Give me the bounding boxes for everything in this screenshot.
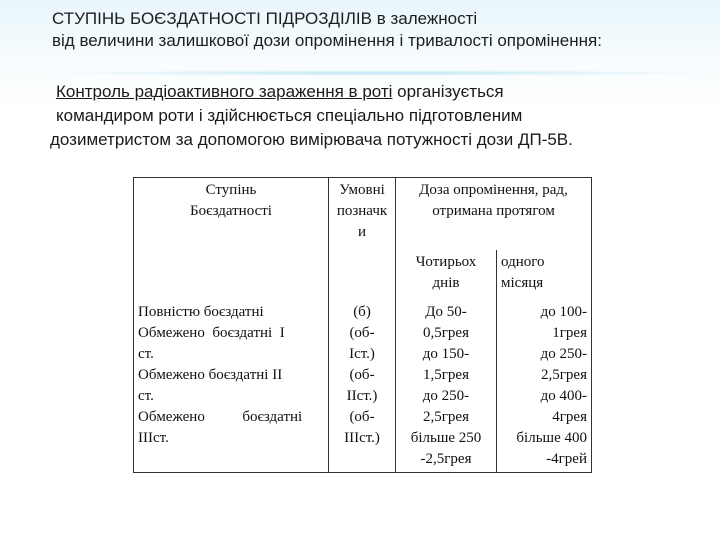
dose-4days-cell: До 50- 0,5грея до 150- 1,5грея до 250- 2,5грея більше 250 -2,5грея — [396, 300, 497, 473]
period-symbol-empty — [329, 250, 396, 300]
page-title — [52, 8, 712, 52]
period-month: одного місяця — [497, 250, 592, 300]
header-symbols: Умовні позначк и — [329, 178, 396, 251]
symbols-cell: (б) (об- Iст.) (об- IIст.) (об- IIIст.) — [329, 300, 396, 473]
header-dose: Доза опромінення, рад, отримана протягом — [396, 178, 592, 251]
table-header-row — [134, 178, 592, 251]
title-line2: від величини залишкової дози опромінення і тривалості опромінення: — [52, 31, 602, 50]
intro-line-3: дозиметристом за допомогою вимірювача потужності дози ДП-5В. — [50, 130, 573, 149]
table-period-row — [134, 250, 592, 300]
intro-line1-rest: організується — [392, 82, 504, 101]
intro-line-1 — [50, 80, 710, 104]
title-line1-prefix: СТУПІНЬ БОЄЗДАТНОСТІ ПІДРОЗДІЛІВ — [52, 9, 372, 28]
intro-line-2: командиром роти і здійснюється спеціально підготовленим — [56, 106, 523, 125]
grades-cell: Повністю боєздатні Обмежено боєздатні I ст. Обмежено боєздатні II ст. Обмежено боєздатні IIIст. — [134, 300, 329, 473]
header-divider — [40, 70, 720, 76]
intro-underlined-phrase: Контроль радіоактивного зараження в роті — [56, 82, 393, 101]
intro-paragraph — [50, 80, 710, 152]
title-line1-suffix: в залежності — [372, 9, 478, 28]
table-body-row — [134, 300, 592, 473]
combat-readiness-table — [133, 177, 592, 473]
period-grade-empty — [134, 250, 329, 300]
header-grade: Ступінь Боєздатності — [134, 178, 329, 251]
period-4days: Чотирьох днів — [396, 250, 497, 300]
dose-month-cell: до 100- 1грея до 250- 2,5грея до 400- 4грея більше 400 -4грей — [497, 300, 592, 473]
